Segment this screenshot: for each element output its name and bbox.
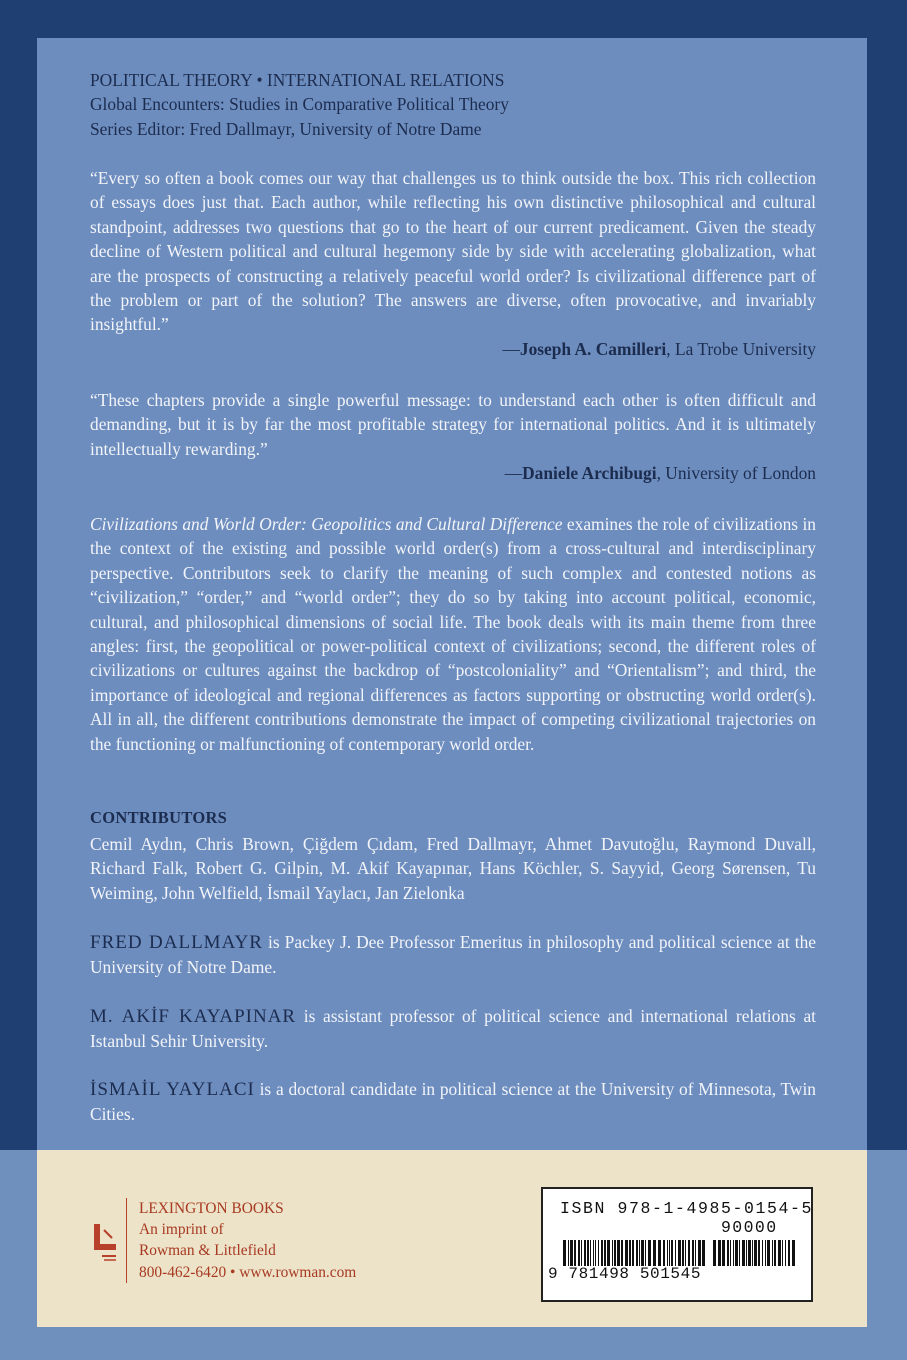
barcode-bar: [617, 1240, 620, 1266]
description-body: examines the role of civilizations in the context of the existing and possible world order(s) from a cross-cultural and interdisciplinary perspective. Contributors seek to clarify the meaning of such complex and contested notions as “civilization,” “order,” and “world order”; they do so by taking into account political, economic, cultural, and philosophical dimensions of social life. The book deals with its main theme from three angles: first, the geopolitical or power-political context of civilizations; second, the different roles of civilizations or cultures against the backdrop of “postcoloniality” and “Orientalism”; and third, the importance of ideological and regional differences as factors supporting or obstructing world order(s). All in all, the different contributions demonstrate the impact of competing civilizational trajectories on the functioning or malfunctioning of contemporary world order.: [90, 514, 816, 754]
barcode-bar: [778, 1240, 781, 1266]
barcode-bar: [742, 1240, 745, 1266]
bio-name: M. AKİF KAYAPINAR: [90, 1006, 297, 1027]
barcode-bar: [667, 1240, 668, 1266]
barcode-bar: [625, 1240, 628, 1266]
barcode-bar: [563, 1240, 566, 1266]
bio-name: FRED DALLMAYR: [90, 932, 263, 953]
barcode-bar: [746, 1240, 747, 1266]
barcode-bar: [702, 1240, 705, 1266]
bio-text: is assistant professor of political science and international relations at Istanbul Sehir University.: [90, 1006, 817, 1052]
book-title: Civilizations and World Order: Geopolitics and Cultural Difference: [90, 514, 563, 534]
barcode-bars: [563, 1240, 705, 1266]
price-addon: 90000: [721, 1218, 778, 1237]
barcode-bar: [765, 1240, 766, 1266]
barcode-bar: [748, 1240, 751, 1266]
series-editor: Series Editor: Fred Dallmayr, University of Notre Dame: [90, 118, 482, 139]
bio-ismail-yaylaci: [90, 1077, 816, 1127]
barcode-bar: [762, 1240, 763, 1266]
endorsement-1-author: Joseph A. Camilleri: [519, 338, 667, 359]
barcode-bar: [663, 1240, 665, 1266]
barcode-bar: [621, 1240, 623, 1266]
barcode-bar: [735, 1240, 738, 1266]
barcode-bar: [767, 1240, 770, 1266]
lexington-logo-icon: [92, 1222, 118, 1262]
publisher-info: [126, 1198, 356, 1283]
barcode-bar: [713, 1240, 716, 1266]
contributors-heading: CONTRIBUTORS: [90, 808, 228, 827]
barcode-bar: [692, 1240, 694, 1266]
barcode-bar: [669, 1240, 670, 1266]
publisher-name: LEXINGTON BOOKS: [139, 1200, 284, 1217]
barcode-bar: [584, 1240, 586, 1266]
endorsement-1: [90, 166, 816, 361]
barcode-bar: [601, 1240, 603, 1266]
bio-fred-dallmayr: [90, 930, 816, 980]
barcode-bar: [568, 1240, 569, 1266]
barcode-bar: [598, 1240, 599, 1266]
endorsement-2-affiliation: , University of London: [656, 463, 816, 484]
contributors-list: Cemil Aydın, Chris Brown, Çiğdem Çıdam, Fred Dallmayr, Ahmet Davutoğlu, Raymond Duvall, Richard Falk, Robert G. Gilpin, M. Akif Kayapınar, Hans Köchler, S. Sayyid, Georg Sørensen, Tu Weiming, John Welfield, İsmail Yaylacı, Jan Zielonka: [90, 834, 816, 903]
endorsement-1-dash: —: [502, 338, 520, 359]
barcode-bar: [636, 1240, 638, 1266]
barcode-bar: [772, 1240, 773, 1266]
endorsement-2-attribution: [90, 461, 816, 485]
endorsement-1-affiliation: , La Trobe University: [666, 338, 816, 359]
barcode-bar: [587, 1240, 589, 1266]
subject-line: POLITICAL THEORY • INTERNATIONAL RELATIONS: [90, 70, 505, 90]
barcode-bar: [641, 1240, 644, 1266]
bio-name: İSMAİL YAYLACI: [90, 1079, 255, 1100]
barcode-bar: [578, 1240, 580, 1266]
barcode-bar: [648, 1240, 651, 1266]
barcode-bar: [675, 1240, 676, 1266]
publisher-contact: 800-462-6420 • www.rowman.com: [139, 1263, 357, 1281]
endorsement-2: [90, 388, 816, 486]
series-title: Global Encounters: Studies in Comparative Political Theory: [90, 94, 509, 115]
barcode-bar: [788, 1240, 790, 1266]
barcode-bar: [570, 1240, 573, 1266]
barcode-bar: [595, 1240, 596, 1266]
barcode-bar: [722, 1240, 725, 1266]
barcode-bar: [733, 1240, 734, 1266]
endorsement-1-attribution: [90, 337, 816, 361]
barcode-bar: [754, 1240, 757, 1266]
barcode-bar: [607, 1240, 610, 1266]
isbn-label: ISBN 978-1-4985-0154-5: [560, 1199, 814, 1218]
publisher-imprint: An imprint of: [139, 1221, 224, 1239]
barcode-bar: [574, 1240, 576, 1266]
barcode-bar: [752, 1240, 753, 1266]
bio-akif-kayapinar: [90, 1004, 816, 1054]
bio-text: is a doctoral candidate in political science at the University of Minnesota, Twin Cities.: [90, 1079, 816, 1125]
barcode-bar: [629, 1240, 631, 1266]
addon-barcode-bars: [713, 1240, 797, 1266]
barcode-bar: [612, 1240, 613, 1266]
barcode-bar: [739, 1240, 740, 1266]
barcode-bar: [730, 1240, 731, 1266]
barcode-bar: [774, 1240, 776, 1266]
barcode-bar: [639, 1240, 640, 1266]
barcode-bar: [695, 1240, 696, 1266]
bio-text: is Packey J. Dee Professor Emeritus in philosophy and political science at the University of Notre Dame.: [90, 932, 816, 978]
series-header: [90, 68, 816, 141]
barcode-bar: [782, 1240, 783, 1266]
barcode-bar: [658, 1240, 661, 1266]
barcode-bar: [727, 1240, 729, 1266]
barcode-bar: [581, 1240, 582, 1266]
barcode-bar: [698, 1240, 701, 1266]
barcode-bar: [593, 1240, 594, 1266]
barcode-bar: [718, 1240, 721, 1266]
barcode-bar: [688, 1240, 690, 1266]
barcode-bar: [792, 1240, 795, 1266]
barcode-bar: [678, 1240, 681, 1266]
endorsement-1-text: “Every so often a book comes our way that challenges us to think outside the box. This rich collection of essays does just that. Each author, while reflecting his own distinctive philosophical and cultural standpoint, addresses two questions that go to the heart of our current predicament. Given the steady decline of Western political and cultural hegemony side by side with accelerating globalization, what are the prospects of constructing a relatively peaceful world order? Is civilizational difference part of the problem or part of the solution? The answers are diverse, often provocative, and invariably insightful.”: [90, 168, 816, 335]
barcode-bar: [632, 1240, 634, 1266]
barcode-bar: [590, 1240, 591, 1266]
publisher-parent: Rowman & Littlefield: [139, 1242, 276, 1260]
barcode-bar: [653, 1240, 656, 1266]
barcode-bar: [758, 1240, 760, 1266]
endorsement-2-text: “These chapters provide a single powerful message: to understand each other is often difficult and demanding, but it is by far the most profitable strategy for international politics. And it is ultimately intellectually rewarding.”: [90, 390, 816, 459]
barcode-bar: [685, 1240, 686, 1266]
book-description: [90, 512, 816, 756]
endorsement-2-author: Daniele Archibugi: [522, 463, 657, 484]
barcode-digits: 9 781498 501545: [548, 1265, 702, 1283]
barcode-bar: [671, 1240, 673, 1266]
barcode-bar: [614, 1240, 616, 1266]
barcode-bar: [682, 1240, 684, 1266]
barcode-bar: [604, 1240, 606, 1266]
barcode-bar: [645, 1240, 646, 1266]
endorsement-2-dash: —: [504, 463, 523, 484]
barcode-bar: [785, 1240, 786, 1266]
